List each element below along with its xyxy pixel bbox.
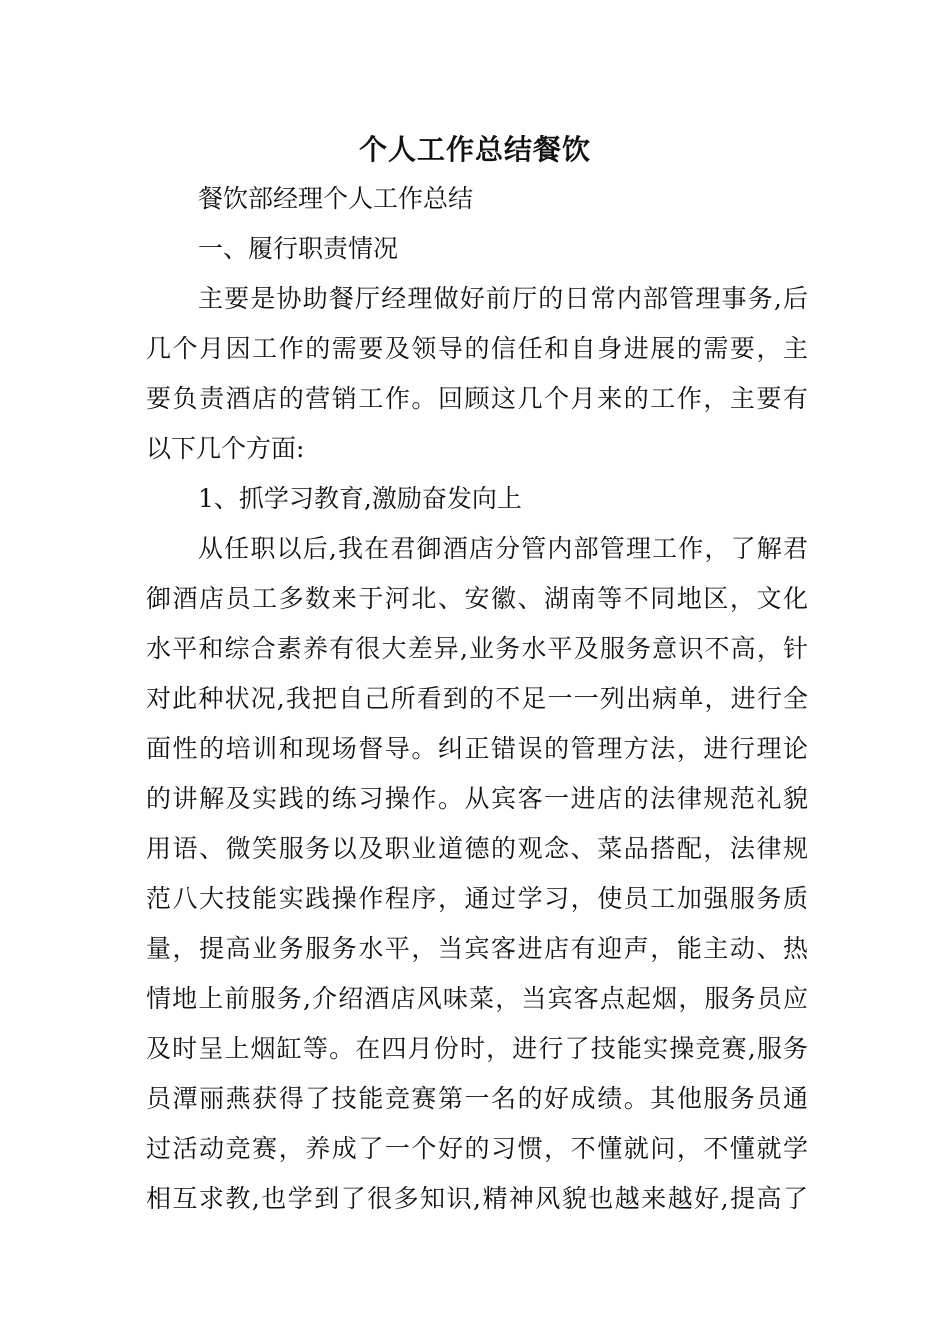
paragraph-line: 相互求教,也学到了很多知识,精神风貌也越来越好,提高了 bbox=[146, 1184, 808, 1213]
paragraph-line: 过活动竞赛，养成了一个好的习惯，不懂就问，不懂就学 bbox=[146, 1134, 808, 1163]
paragraph-line: 员潭丽燕获得了技能竞赛第一名的好成绩。其他服务员通 bbox=[146, 1084, 808, 1113]
paragraph-line: 量，提高业务服务水平，当宾客进店有迎声，能主动、热 bbox=[146, 934, 808, 963]
paragraph-line: 用语、微笑服务以及职业道德的观念、菜品搭配，法律规 bbox=[146, 834, 808, 863]
document-title: 个人工作总结餐饮 bbox=[358, 133, 591, 166]
paragraph-line: 要负责酒店的营销工作。回顾这几个月来的工作，主要有 bbox=[146, 384, 808, 413]
paragraph-line: 情地上前服务,介绍酒店风味菜，当宾客点起烟，服务员应 bbox=[146, 984, 808, 1013]
paragraph-line: 的讲解及实践的练习操作。从宾客一进店的法律规范礼貌 bbox=[146, 784, 808, 813]
paragraph-line: 几个月因工作的需要及领导的信任和自身进展的需要，主 bbox=[146, 334, 808, 363]
paragraph-line: 范八大技能实践操作程序，通过学习，使员工加强服务质 bbox=[146, 884, 808, 913]
paragraph-line: 水平和综合素养有很大差异,业务水平及服务意识不高，针 bbox=[146, 634, 808, 663]
paragraph-line: 面性的培训和现场督导。纠正错误的管理方法，进行理论 bbox=[146, 734, 808, 763]
paragraph-line: 及时呈上烟缸等。在四月份时，进行了技能实操竞赛,服务 bbox=[146, 1034, 808, 1063]
paragraph-line: 从任职以后,我在君御酒店分管内部管理工作，了解君 bbox=[198, 534, 808, 563]
paragraph-line: 对此种状况,我把自己所看到的不足一一列出病单，进行全 bbox=[146, 684, 808, 713]
paragraph-line: 主要是协助餐厅经理做好前厅的日常内部管理事务,后 bbox=[198, 284, 808, 313]
item-heading: 1、抓学习教育,激励奋发向上 bbox=[198, 484, 522, 513]
paragraph-line: 御酒店员工多数来于河北、安徽、湖南等不同地区，文化 bbox=[146, 584, 808, 613]
document-subtitle: 餐饮部经理个人工作总结 bbox=[198, 184, 474, 213]
paragraph-line: 以下几个方面: bbox=[146, 434, 305, 463]
section-heading: 一、履行职责情况 bbox=[198, 234, 399, 263]
